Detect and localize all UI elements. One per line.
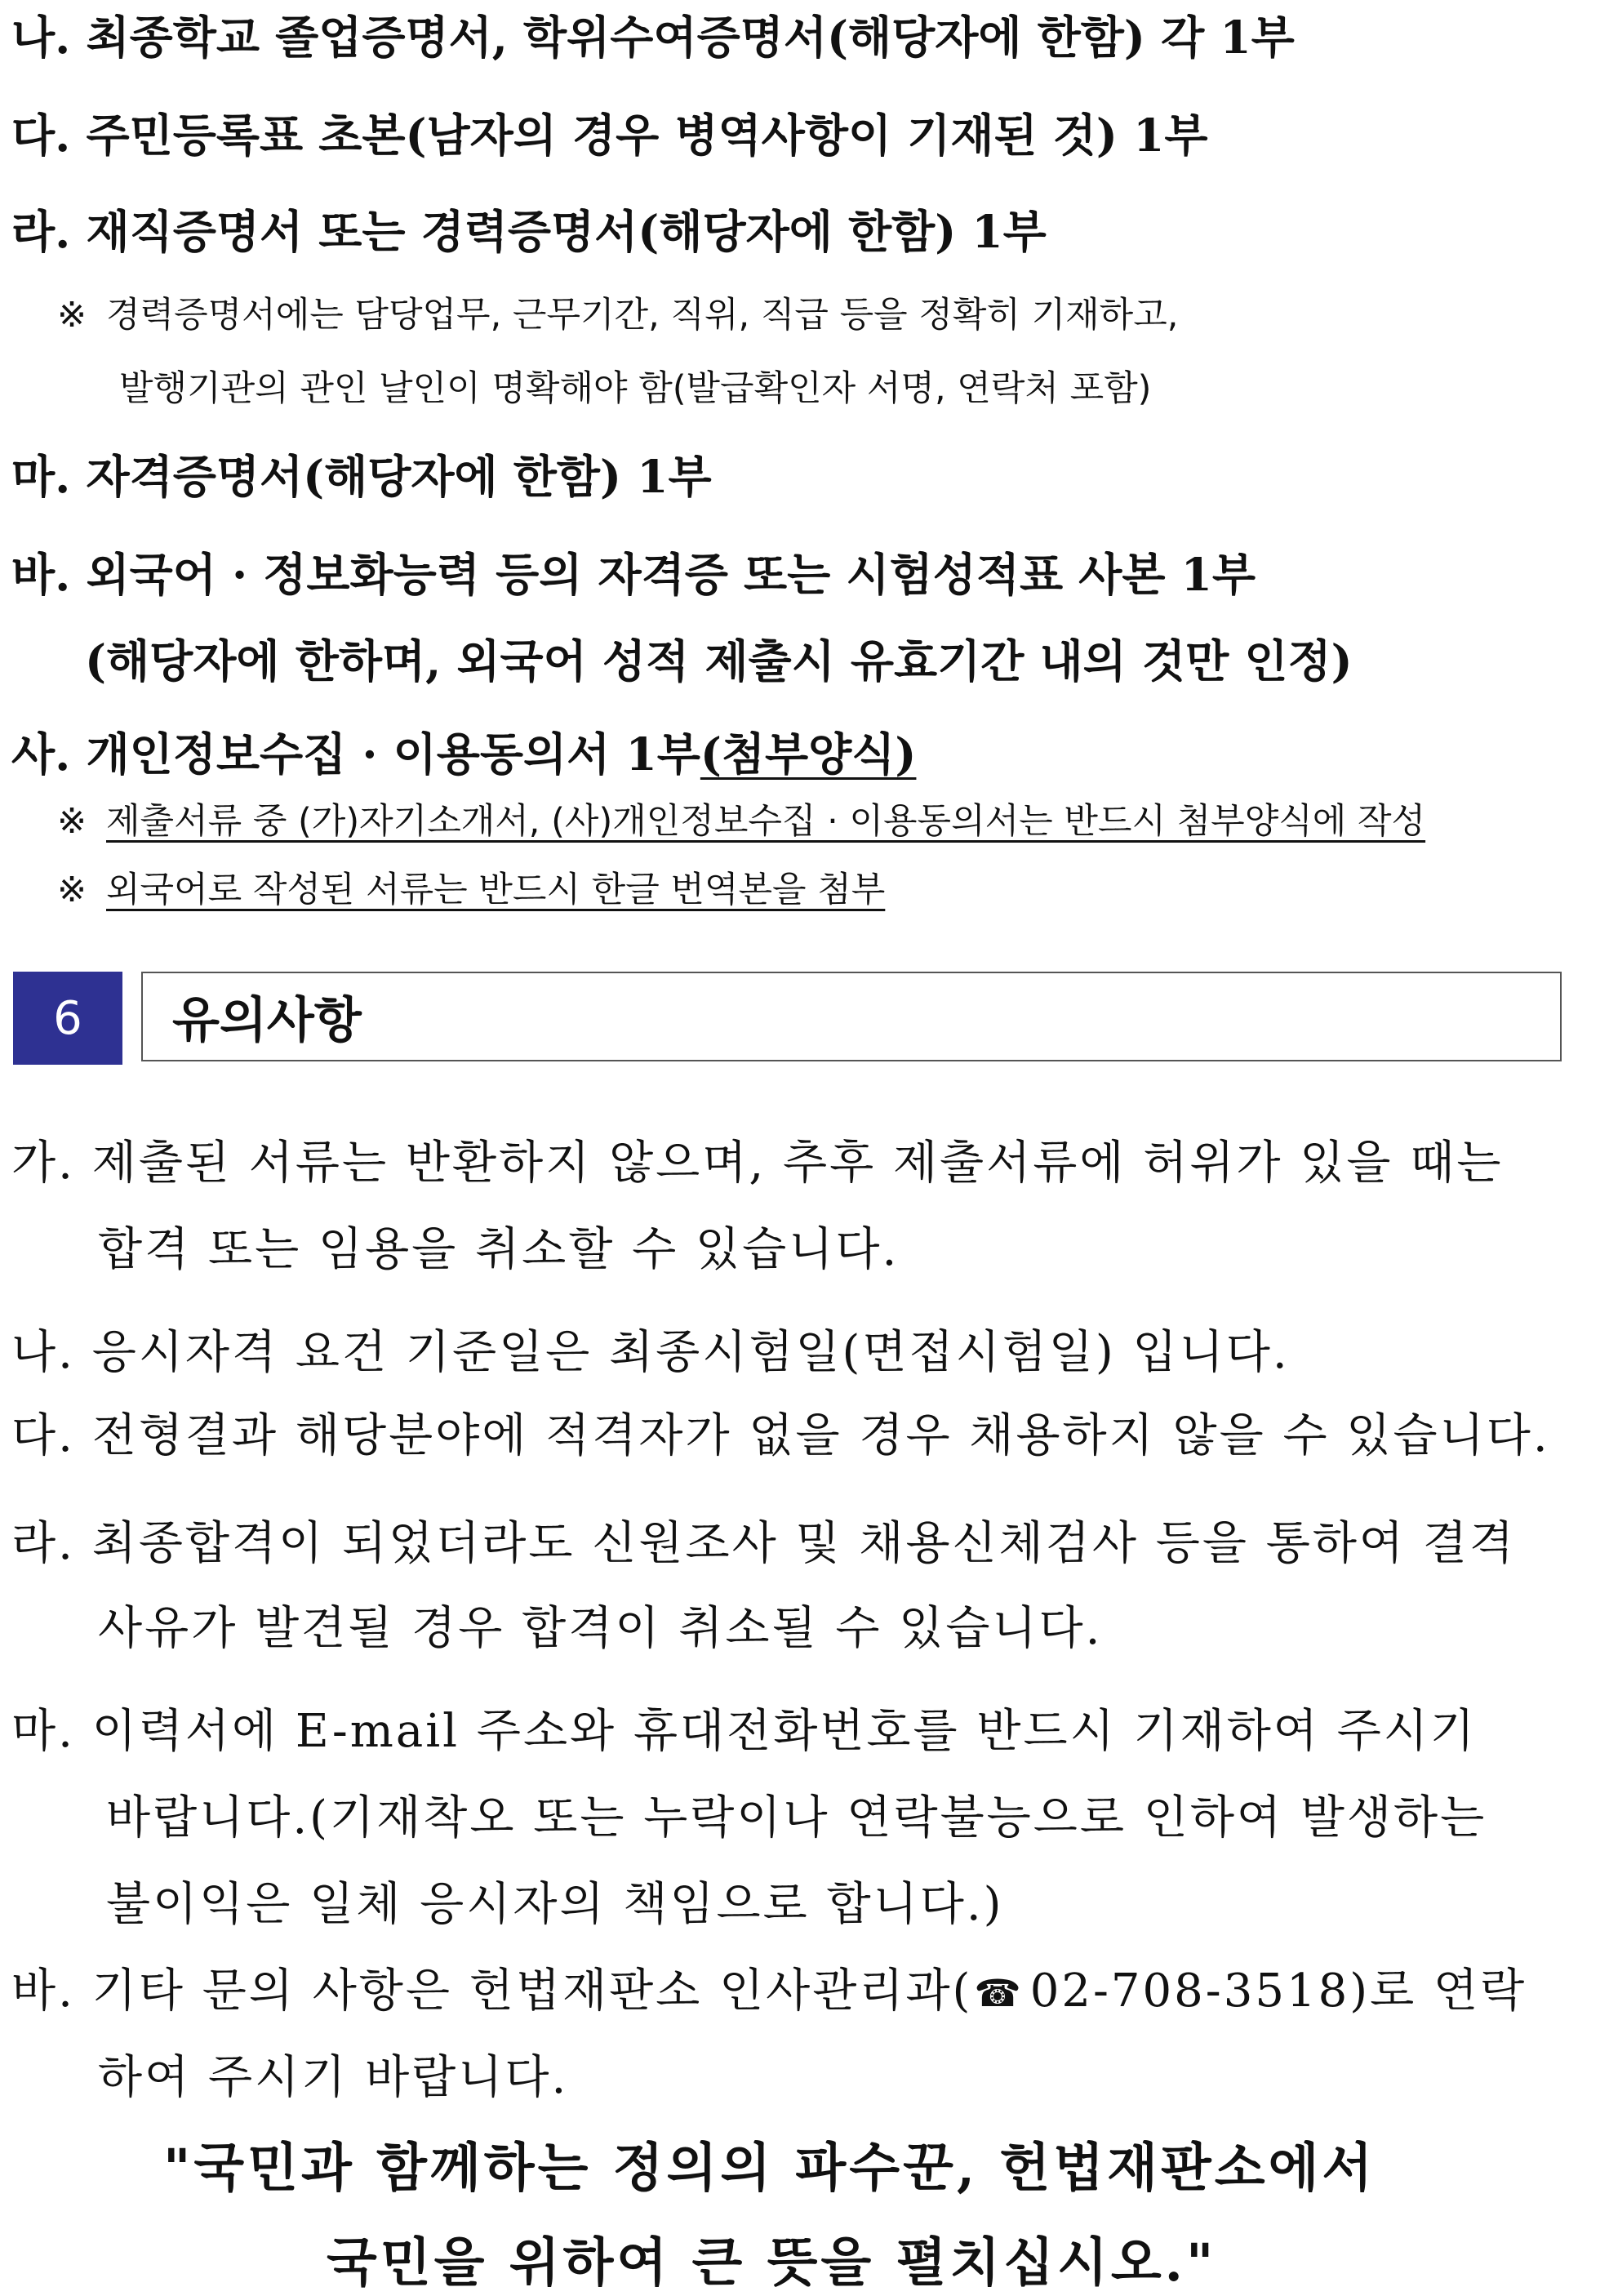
foreign-note: ※ 외국어로 작성된 서류는 반드시 한글 번역본을 첨부 <box>57 870 886 910</box>
caution-marker: 다. <box>11 1409 75 1462</box>
section-title-box <box>141 972 1562 1061</box>
requirement-ra <box>11 196 1047 260</box>
requirement-marker: 라. <box>11 205 71 258</box>
caution-na: 나. 응시자격 요건 기준일은 최종시험일(면접시험일) 입니다. <box>11 1326 1290 1379</box>
requirement-text: 주민등록표 초본(남자의 경우 병역사항이 기재된 것) 1부 <box>86 109 1208 162</box>
note-mark: ※ <box>57 870 87 910</box>
phone-icon: ☎ <box>974 1971 1024 2015</box>
caution-marker: 마. <box>11 1705 75 1758</box>
requirement-sa <box>11 719 916 783</box>
requirement-marker: 사. <box>11 728 71 781</box>
caution-ra: 라. 최종합격이 되었더라도 신원조사 및 채용신체검사 등을 통하여 결격 <box>11 1517 1517 1570</box>
requirement-marker: 나. <box>11 11 71 64</box>
requirement-ma <box>11 441 712 505</box>
requirement-text: 개인정보수집 · 이용동의서 1부 <box>86 728 700 781</box>
caution-ba-line2: 하여 주시기 바랍니다. <box>98 2051 569 2104</box>
note-mark: ※ <box>57 295 87 336</box>
caution-marker: 라. <box>11 1517 75 1570</box>
caution-ma-line3: 불이익은 일체 응시자의 책임으로 합니다.) <box>106 1878 1004 1931</box>
caution-ma: 마. 이력서에 E-mail 주소와 휴대전화번호를 반드시 기재하여 주시기 <box>11 1705 1477 1758</box>
caution-ga-line2: 합격 또는 임용을 취소할 수 있습니다. <box>98 1223 900 1276</box>
requirement-text: 자격증명서(해당자에 한함) 1부 <box>86 450 712 503</box>
caution-ga: 가. 제출된 서류는 반환하지 않으며, 추후 제출서류에 허위가 있을 때는 <box>11 1137 1504 1190</box>
requirement-marker: 다. <box>11 109 71 162</box>
caution-ra-line2: 사유가 발견될 경우 합격이 취소될 수 있습니다. <box>98 1602 1103 1655</box>
caution-marker: 가. <box>11 1137 75 1190</box>
career-note-line1: ※ 경력증명서에는 담당업무, 근무기간, 직위, 직급 등을 정확히 기재하고, <box>57 295 1179 336</box>
requirement-text: 재직증명서 또는 경력증명서(해당자에 한함) 1부 <box>86 205 1047 258</box>
slogan-line2: 국민을 위하여 큰 뜻을 펼치십시오." <box>327 2232 1217 2294</box>
requirement-na <box>11 2 1295 66</box>
requirement-text: 최종학교 졸업증명서, 학위수여증명서(해당자에 한함) 각 1부 <box>86 11 1295 64</box>
note-mark: ※ <box>57 801 87 842</box>
caution-marker: 나. <box>11 1326 75 1379</box>
requirement-da <box>11 100 1208 164</box>
attached-form-link[interactable]: (첨부양식) <box>700 728 917 781</box>
requirement-ba-continuation: (해당자에 한하며, 외국어 성적 제출시 유효기간 내의 것만 인정) <box>85 634 1353 687</box>
requirement-marker: 바. <box>11 548 71 601</box>
form-note: ※ 제출서류 중 (가)자기소개서, (사)개인정보수집 · 이용동의서는 반드시 첨부양식에 작성 <box>57 801 1426 842</box>
caution-marker: 바. <box>11 1965 75 2018</box>
career-note-line2: 발행기관의 관인 날인이 명확해야 함(발급확인자 서명, 연락처 포함) <box>119 368 1152 409</box>
caution-ma-line2: 바랍니다.(기재착오 또는 누락이나 연락불능으로 인하여 발생하는 <box>106 1791 1487 1844</box>
section-number-badge: 6 <box>13 972 122 1065</box>
requirement-marker: 마. <box>11 450 71 503</box>
caution-ba: 바. 기타 문의 사항은 헌법재판소 인사관리과(☎ 02-708-3518)로 연락 <box>11 1965 1527 2018</box>
caution-da: 다. 전형결과 해당분야에 적격자가 없을 경우 채용하지 않을 수 있습니다. <box>11 1409 1550 1462</box>
slogan-line1: "국민과 함께하는 정의의 파수꾼, 헌법재판소에서 <box>163 2138 1376 2199</box>
section-title: 유의사항 <box>172 992 362 1049</box>
requirement-ba <box>11 539 1256 603</box>
requirement-text: 외국어 · 정보화능력 등의 자격증 또는 시험성적표 사본 1부 <box>86 548 1256 601</box>
